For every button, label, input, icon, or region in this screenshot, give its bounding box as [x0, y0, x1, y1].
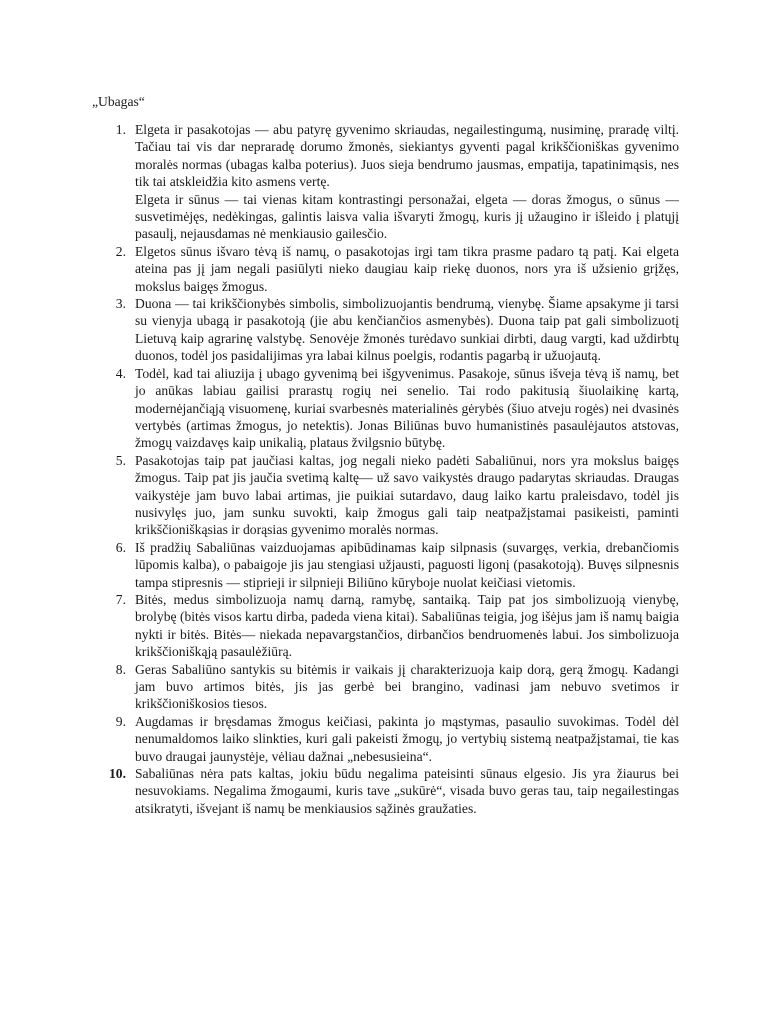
item-number: 8. — [115, 661, 126, 677]
document-title: „Ubagas“ — [92, 94, 145, 109]
list-item — [106, 121, 679, 243]
item-paragraph: Elgeta ir pasakotojas — abu patyrę gyvenimo skriaudas, negailestingumą, nusiminę, praradę viltį. Tačiau tai vis dar nepraradę dorumo žmonės, siekiantys gyventi pagal krikščioniškas gyvenimo moralės normas (ubagas kalba poterius). Juos sieja bendrumo jausmas, empatija, tapatinimąsis, nes tik tai atskleidžia kito asmens vertę. — [135, 122, 679, 190]
item-paragraph: Augdamas ir bręsdamas žmogus keičiasi, pakinta jo mąstymas, pasaulio suvokimas. Todėl dėl nenumaldomos laiko slinkties, kuri gali pakeisti žmogų, jo vertybių sistemą neatpažįstamai, tie kas buvo draugai jaunystėje, vėliau dažnai „nebesusieina“. — [135, 713, 679, 764]
item-number: 2. — [115, 243, 126, 259]
item-number: 7. — [115, 591, 126, 607]
item-number: 1. — [115, 122, 126, 137]
item-paragraph: Pasakotojas taip pat jaučiasi kaltas, jog negali nieko padėti Sabaliūnui, nors yra mokslus baigęs žmogus. Taip pat jis jaučia svetimą kaltę— už savo vaikystės draugo padarytas skriaudas. Draugas vaikystėje jam buvo labai artimas, jie puikiai sutardavo, daug laiko kartu praleisdavo, todėl jis nusivylęs juo, jam sunku suvokti, kaip žmogus gali taip neatpažįstamai pasikeisti, paminti krikščioniškąsias ir dorąsias gyvenimo moralės normas. — [135, 452, 679, 538]
item-paragraph: Todėl, kad tai aliuzija į ubago gyvenimą bei išgyvenimus. Pasakoje, sūnus išveja tėvą iš namų, bet jo anūkas labiau gailisi prarastų rogių nei senelio. Tai rodo pakitusią šiuolaikinę kartą, modernėjančiąją visuomenę, kuriai svarbesnės materialinės gėrybės (šiuo atveju rogės) nei dvasinės vertybės (artimas žmogus, jo netektis). Jonas Biliūnas buvo humanistinės pasaulėjautos atstovas, žmogų vaizdavęs kaip unikalią, plataus žvilgsnio būtybę. — [135, 365, 679, 451]
list-item — [106, 765, 679, 817]
list-item — [106, 365, 679, 452]
list-item — [106, 539, 679, 591]
answer-list — [106, 121, 679, 817]
item-paragraph: Geras Sabaliūno santykis su bitėmis ir vaikais jį charakterizuoja kaip dorą, gerą žmogų. Kadangi jam buvo artimos bitės, jis jas gerbė bei brangino, vadinasi jam nebuvo svetimos ir krikščioniškosios tiesos. — [135, 661, 679, 712]
list-item — [106, 243, 679, 295]
item-paragraph: Iš pradžių Sabaliūnas vaizduojamas apibūdinamas kaip silpnasis (suvargęs, verkia, drebančiomis lūpomis kalba), o pabaigoje jis jau stengiasi užjausti, paguosti ligonį (pasakotoją). Buvęs silpnesnis tampa stipresnis — stiprieji ir silpnieji Biliūno kūryboje nuolat keičiasi vietomis. — [135, 539, 679, 590]
item-number: 6. — [115, 539, 126, 555]
item-paragraph: Duona — tai krikščionybės simbolis, simbolizuojantis bendrumą, vienybę. Šiame apsakyme ji tarsi su vienyja ubagą ir pasakotoją (jie abu kenčiančios asmenybės). Duona taip pat gali simbolizuotį Lietuvą kaip agrarinę valstybę. Senovėje žmonės turėdavo sunkiai dirbti, daug vargti, kad uždirbtų duonos, todėl jos pasidalijimas yra labai kilnus poelgis, rodantis pagarbą ir užuojautą. — [135, 296, 679, 364]
item-paragraph: Sabaliūnas nėra pats kaltas, jokiu būdu negalima pateisinti sūnaus elgesio. Jis yra žiaurus bei nesuvokiams. Negalima žmogaumi, kuris tave „sukūrė“, visada buvo geras tau, taip negailestingas atsikratyti, išvejant iš namų be menkiausios sąžinės graužaties. — [135, 766, 679, 816]
item-number: 3. — [115, 296, 126, 312]
item-paragraph: Bitės, medus simbolizuoja namų darną, ramybę, santaiką. Taip pat jos simbolizuoją vienybę, brolybę (bitės visos kartu dirba, padeda viena kitai). Sabaliūnas teigia, jog išėjus jam iš namų baigia nykti ir bitės. Bitės— niekada nepavargstančios, dirbančios bendruomenės labui. Jos simbolizuoja krikščioniškąją pasaulėžiūrą. — [135, 591, 679, 660]
item-paragraph: Elgeta ir sūnus — tai vienas kitam kontrastingi personažai, elgeta — doras žmogus, o sūnus — susvetimėjęs, nedėkingas, galintis laisva valia išvaryti žmogų, kuris jį užaugino ir išleido į platųjį pasaulį, nejausdamas nė menkiausio gailesčio. — [135, 191, 679, 242]
list-item — [106, 591, 679, 661]
item-number: 4. — [115, 365, 126, 381]
item-paragraph: Elgetos sūnus išvaro tėvą iš namų, o pasakotojas irgi tam tikra prasme padaro tą patį. Kai elgeta ateina pas jį jam negali pasiūlyti nieko daugiau kaip riekę duonos, nors yra iš užsienio grįžęs, mokslus baigęs žmogus. — [135, 243, 679, 294]
list-item — [106, 661, 679, 713]
list-item — [106, 713, 679, 765]
item-number: 10. — [109, 766, 126, 782]
list-item — [106, 452, 679, 539]
item-number: 9. — [115, 713, 126, 729]
list-item — [106, 295, 679, 365]
item-number: 5. — [115, 452, 126, 468]
